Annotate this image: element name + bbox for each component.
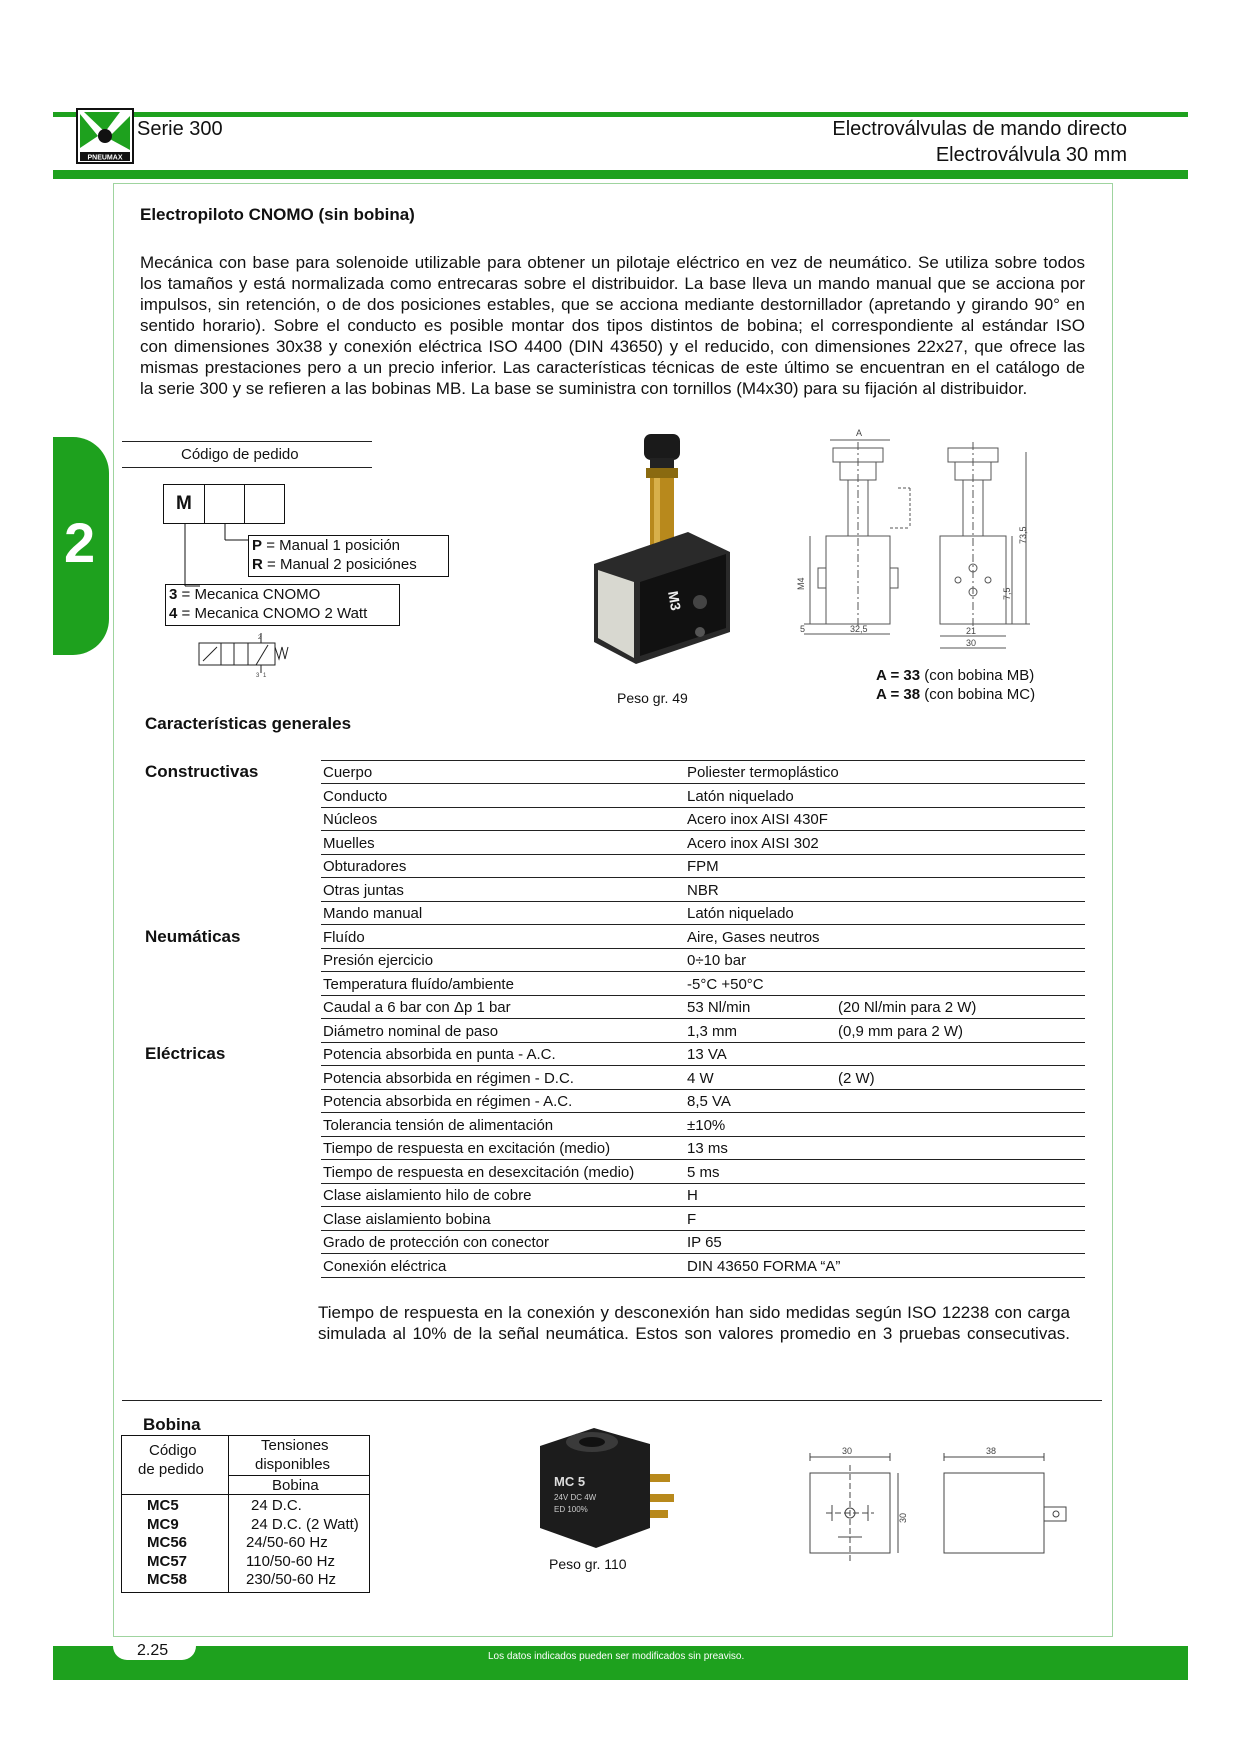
spec-row-rule bbox=[321, 1018, 1085, 1019]
spec-value: Acero inox AISI 302 bbox=[687, 834, 819, 852]
intro-line: los tamaños y está normalizada como entrecaras sobre el distribuidor. La base lleva un mando manual que se acciona por bbox=[140, 274, 1085, 293]
spec-value: 0÷10 bar bbox=[687, 952, 747, 969]
spec-value: Aire, Gases neutros bbox=[687, 928, 820, 946]
spec-value: 4 W bbox=[687, 1069, 714, 1087]
spec-label: Fluído bbox=[323, 928, 365, 946]
spec-row-rule bbox=[321, 971, 1085, 972]
coil-head-volt-1: Tensiones bbox=[261, 1437, 329, 1454]
spec-label: Mando manual bbox=[323, 905, 423, 922]
coil-head-code-1: Código bbox=[149, 1442, 197, 1459]
intro-line: Mecánica con base para solenoide utilizable para obtener un pilotaje eléctrico en vez de neumático. Se utiliza sobre todos bbox=[140, 253, 1085, 272]
dim-note-2-text: (con bobina MC) bbox=[924, 686, 1036, 703]
header-top-rule bbox=[53, 112, 1188, 117]
coil-table-divider-h1 bbox=[228, 1475, 370, 1476]
svg-text:2: 2 bbox=[258, 635, 262, 641]
order-code-title: Código de pedido bbox=[181, 446, 299, 463]
svg-text:21: 21 bbox=[966, 626, 977, 636]
spec-label: Clase aislamiento hilo de cobre bbox=[323, 1187, 532, 1204]
coil-code: MC9 bbox=[147, 1515, 179, 1533]
dim-note-1 bbox=[876, 667, 1034, 684]
spec-row-rule bbox=[321, 948, 1085, 949]
spec-row-rule bbox=[321, 1136, 1085, 1137]
coil-voltage: 24 D.C. (2 Watt) bbox=[251, 1515, 359, 1533]
order-option-code: 3 bbox=[169, 586, 178, 603]
dimension-drawing bbox=[790, 428, 1050, 650]
order-option-code: R bbox=[252, 556, 263, 573]
dim-note-1-text: (con bobina MB) bbox=[924, 667, 1035, 684]
order-option-code: 4 bbox=[169, 605, 178, 622]
spec-row-rule bbox=[321, 830, 1085, 831]
spec-label: Presión ejercicio bbox=[323, 952, 434, 969]
svg-text:73,5: 73,5 bbox=[1018, 526, 1028, 544]
order-code-divider-2 bbox=[244, 484, 245, 524]
header-title-line1: Electroválvulas de mando directo bbox=[832, 118, 1127, 140]
spec-value: F bbox=[687, 1210, 697, 1228]
spec-row-rule bbox=[321, 1277, 1085, 1278]
spec-group-title: Eléctricas bbox=[145, 1044, 226, 1063]
coil-weight: Peso gr. 110 bbox=[549, 1556, 627, 1572]
order-option-label: = Mecanica CNOMO 2 Watt bbox=[181, 605, 368, 622]
spec-label: Caudal a 6 bar con Δp 1 bar bbox=[323, 999, 511, 1016]
page-number: 2.25 bbox=[137, 1642, 169, 1659]
valve-symbol bbox=[196, 633, 292, 679]
spec-row-rule bbox=[321, 807, 1085, 808]
spec-row-rule bbox=[321, 854, 1085, 855]
svg-text:7,5: 7,5 bbox=[1002, 587, 1012, 600]
spec-label: Conexión eléctrica bbox=[323, 1257, 447, 1275]
order-option bbox=[252, 537, 400, 554]
spec-value: Latón niquelado bbox=[687, 905, 794, 922]
spec-value: H bbox=[687, 1187, 698, 1204]
svg-text:ED 100%: ED 100% bbox=[554, 1505, 588, 1514]
spec-row-rule bbox=[321, 1253, 1085, 1254]
series-title: Serie 300 bbox=[137, 118, 223, 140]
response-note-line: Tiempo de respuesta en la conexión y desconexión han sido medidas según ISO 12238 con carga bbox=[318, 1303, 1070, 1322]
spec-row-rule bbox=[321, 1159, 1085, 1160]
order-code-bottom-rule bbox=[122, 467, 372, 468]
spec-label: Tiempo de respuesta en excitación (medio) bbox=[323, 1140, 611, 1157]
spec-value: -5°C +50°C bbox=[687, 975, 764, 993]
spec-value: 5 ms bbox=[687, 1163, 720, 1181]
spec-label: Potencia absorbida en régimen - D.C. bbox=[323, 1069, 574, 1087]
chapter-number: 2 bbox=[64, 511, 96, 574]
coil-head-code-2: de pedido bbox=[138, 1461, 204, 1478]
spec-value: NBR bbox=[687, 881, 719, 899]
coil-section-rule bbox=[122, 1400, 1102, 1401]
spec-row-rule bbox=[321, 901, 1085, 902]
spec-label: Conducto bbox=[323, 787, 388, 805]
order-option bbox=[252, 556, 417, 573]
svg-text:M4: M4 bbox=[796, 577, 806, 590]
coil-voltage: 24 D.C. bbox=[251, 1497, 302, 1514]
spec-label: Clase aislamiento bobina bbox=[323, 1210, 491, 1228]
dim-note-1-label: A = 33 bbox=[876, 667, 921, 684]
order-option-code: P bbox=[252, 537, 263, 554]
coil-voltage: 110/50-60 Hz bbox=[246, 1552, 335, 1570]
intro-line: sentido horario). Sobre el conducto es posible montar dos tipos distintos de bobina; el correspondiente al estándar ISO bbox=[140, 316, 1085, 335]
coil-code: MC57 bbox=[147, 1552, 188, 1570]
svg-text:3: 3 bbox=[256, 673, 260, 679]
svg-text:A: A bbox=[856, 428, 863, 438]
coil-table-divider-v bbox=[228, 1435, 229, 1593]
spec-group-title: Neumáticas bbox=[145, 926, 241, 946]
svg-text:24V DC 4W: 24V DC 4W bbox=[554, 1493, 597, 1502]
footer-disclaimer: Los datos indicados pueden ser modificados sin preaviso. bbox=[488, 1651, 745, 1662]
content-frame bbox=[113, 183, 1113, 1637]
order-code-divider-1 bbox=[204, 484, 205, 524]
dim-note-2 bbox=[876, 686, 1035, 703]
svg-text:1: 1 bbox=[263, 673, 267, 679]
spec-value: DIN 43650 FORMA “A” bbox=[687, 1257, 841, 1275]
spec-value: Latón niquelado bbox=[687, 787, 794, 805]
coil-code: MC58 bbox=[147, 1571, 188, 1588]
svg-text:30: 30 bbox=[966, 638, 977, 648]
coil-voltage: 230/50-60 Hz bbox=[246, 1571, 337, 1588]
spec-row-rule bbox=[321, 1230, 1085, 1231]
spec-row-rule bbox=[321, 995, 1085, 996]
spec-note: (0,9 mm para 2 W) bbox=[838, 1022, 964, 1040]
spec-row-rule bbox=[321, 877, 1085, 878]
spec-label: Potencia absorbida en régimen - A.C. bbox=[323, 1093, 573, 1110]
intro-line: impulsos, sin retención, o de dos posiciones estables, que se acciona mediante destornillador (apretando y girando 90° en bbox=[140, 295, 1085, 314]
svg-text:MC 5: MC 5 bbox=[554, 1474, 586, 1489]
spec-value: IP 65 bbox=[687, 1234, 722, 1251]
coil-illustration bbox=[534, 1424, 684, 1552]
spec-label: Cuerpo bbox=[323, 764, 373, 781]
product-weight: Peso gr. 49 bbox=[617, 690, 688, 706]
spec-label: Obturadores bbox=[323, 858, 407, 875]
spec-note: (2 W) bbox=[838, 1069, 875, 1087]
coil-table-divider-h2 bbox=[121, 1494, 370, 1495]
spec-row-rule bbox=[321, 1183, 1085, 1184]
svg-text:30: 30 bbox=[898, 1512, 908, 1523]
dim-note-2-label: A = 38 bbox=[876, 686, 921, 703]
spec-note: (20 Nl/min para 2 W) bbox=[838, 999, 977, 1016]
spec-table-top-rule bbox=[321, 760, 1085, 761]
spec-row-rule bbox=[321, 1112, 1085, 1113]
spec-value: FPM bbox=[687, 858, 719, 875]
spec-value: 53 Nl/min bbox=[687, 999, 751, 1016]
order-option-label: = Manual 2 posiciónes bbox=[267, 556, 417, 573]
coil-head-volt-2: disponibles bbox=[255, 1456, 331, 1473]
spec-value: Poliester termoplástico bbox=[687, 764, 839, 781]
svg-text:PNEUMAX: PNEUMAX bbox=[87, 154, 123, 162]
svg-text:30: 30 bbox=[842, 1446, 853, 1456]
svg-text:5: 5 bbox=[800, 624, 806, 634]
order-option bbox=[169, 605, 367, 622]
intro-line: la serie 300 y se refieren a las bobinas MB. La base se suministra con tornillos (M4x30) para su fijación al distribuidor. bbox=[140, 379, 1028, 398]
spec-label: Muelles bbox=[323, 834, 375, 852]
order-option bbox=[169, 586, 320, 603]
coil-code: MC5 bbox=[147, 1497, 179, 1514]
header-title-line2: Electroválvula 30 mm bbox=[935, 144, 1127, 166]
header-bottom-rule bbox=[53, 170, 1188, 179]
spec-group-title: Constructivas bbox=[145, 762, 259, 781]
svg-text:M3: M3 bbox=[665, 589, 685, 612]
spec-row-rule bbox=[321, 1042, 1085, 1043]
coil-title: Bobina bbox=[143, 1415, 201, 1434]
spec-row-rule bbox=[321, 1206, 1085, 1207]
order-code-top-rule bbox=[122, 441, 372, 442]
order-option-label: = Mecanica CNOMO bbox=[181, 586, 321, 603]
order-code-prefix: M bbox=[176, 493, 192, 514]
spec-value: 13 ms bbox=[687, 1140, 728, 1157]
spec-label: Tolerancia tensión de alimentación bbox=[323, 1116, 554, 1134]
coil-dimension-drawing bbox=[800, 1445, 1080, 1575]
pneumax-logo bbox=[76, 108, 134, 164]
spec-row-rule bbox=[321, 924, 1085, 925]
spec-label: Grado de protección con conector bbox=[323, 1234, 549, 1251]
coil-voltage: 24/50-60 Hz bbox=[246, 1534, 328, 1551]
spec-value: 13 VA bbox=[687, 1046, 727, 1063]
svg-text:32,5: 32,5 bbox=[850, 624, 868, 634]
spec-row-rule bbox=[321, 1065, 1085, 1066]
spec-value: ±10% bbox=[687, 1116, 726, 1134]
spec-value: 8,5 VA bbox=[687, 1093, 731, 1110]
svg-text:38: 38 bbox=[986, 1446, 997, 1456]
spec-label: Núcleos bbox=[323, 811, 378, 828]
spec-value: 1,3 mm bbox=[687, 1022, 738, 1040]
response-note-line: simulada al 10% de la señal neumática. Estos son valores promedio en 3 pruebas consecutivas. bbox=[318, 1324, 1070, 1343]
section-title: Electropiloto CNOMO (sin bobina) bbox=[140, 205, 415, 224]
general-title: Características generales bbox=[145, 714, 352, 733]
spec-label: Diámetro nominal de paso bbox=[323, 1022, 499, 1040]
spec-row-rule bbox=[321, 1089, 1085, 1090]
intro-line: con dimensiones 30x38 y conexión eléctrica ISO 4400 (DIN 43650) y el reducido, con dimensiones 22x27, que ofrece las bbox=[140, 337, 1085, 356]
spec-label: Tiempo de respuesta en desexcitación (medio) bbox=[323, 1163, 635, 1181]
coil-head-coil: Bobina bbox=[272, 1477, 319, 1494]
electropilot-illustration bbox=[588, 432, 736, 682]
intro-line: mismas prestaciones pero a un precio inferior. Las características técnicas de este último se encuentran en el catálogo de bbox=[140, 358, 1085, 377]
spec-label: Potencia absorbida en punta - A.C. bbox=[323, 1046, 556, 1063]
spec-label: Otras juntas bbox=[323, 881, 404, 899]
spec-label: Temperatura fluído/ambiente bbox=[323, 975, 514, 993]
coil-code: MC56 bbox=[147, 1534, 188, 1551]
spec-value: Acero inox AISI 430F bbox=[687, 811, 828, 828]
spec-row-rule bbox=[321, 783, 1085, 784]
order-option-label: = Manual 1 posición bbox=[266, 537, 401, 554]
